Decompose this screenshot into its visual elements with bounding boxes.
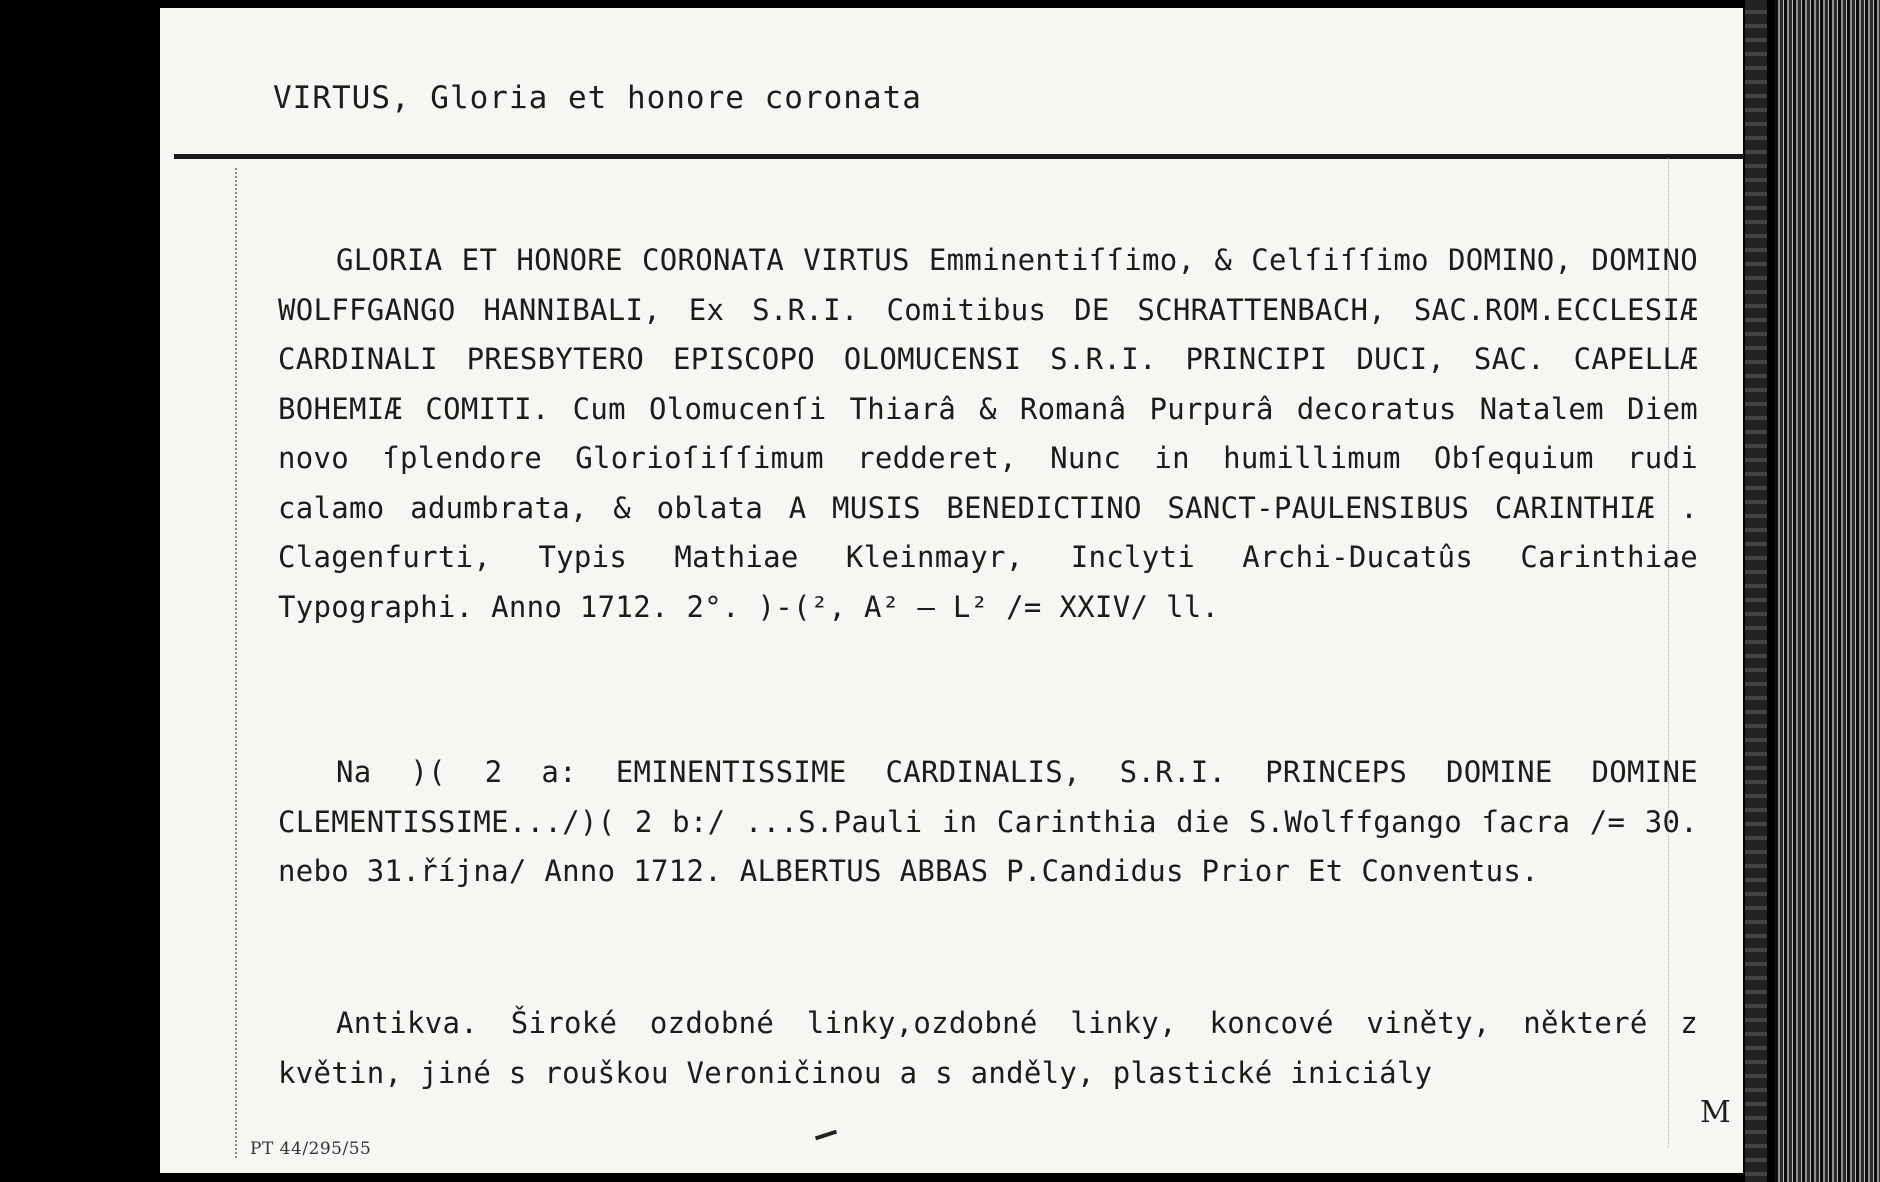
typography-note-paragraph (278, 999, 1716, 1098)
title-transcription-text: GLORIA ET HONORE CORONATA VIRTUS Emminentiſſimo, & Celſiſſimo DOMINO, DOMINO WOLFFGANGO HANNIBALI, Ex S.R.I. Comitibus DE SCHRATTENBACH, SAC.ROM.ECCLESIÆ CARDINALI PRESBYTERO EPISCOPO OLOMUCENSI S.R.I. PRINCIPI DUCI, SAC. CAPELLÆ BOHEMIÆ COMITI. Cum Olomucenſi Thiarâ & Romanâ Purpurâ decoratus Natalem Diem novo ſplendore Glorioſiſſimum redderet, Nunc in humillimum Obſequium rudi calamo adumbrata, & oblata A MUSIS BENEDICTINO SANCT-PAULENSIBUS CARINTHIÆ . Clagenfurti, Typis Mathiae Kleinmayr, Inclyti Archi-Ducatûs Carinthiae Typographi. Anno 1712. 2°. )-(², A² – L² /= XXIV/ ll. (278, 243, 1716, 624)
header-divider (174, 154, 1744, 159)
dedication-text: Na )( 2 a: EMINENTISSIME CARDINALIS, S.R.I. PRINCEPS DOMINE DOMINE CLEMENTISSIME.../)( 2 b:/ ...S.Pauli in Carinthia die S.Wolffgango ſacra /= 30. nebo 31.října/ Anno 1712. ALBERTUS ABBAS P.Candidus Prior Et Conventus. (278, 755, 1716, 888)
typography-note-text: Antikva. Široké ozdobné linky,ozdobné linky, koncové viněty, některé z květin, jiné s rouškou Veroničinou a s anděly, plastické iniciály (278, 1006, 1716, 1090)
card-header-title: VIRTUS, Gloria et honore coronata (273, 80, 922, 116)
margin-mark: M (1700, 1095, 1731, 1130)
left-margin-line (235, 168, 237, 1158)
reference-code: PT 44/295/55 (250, 1139, 372, 1159)
pen-dash-mark (815, 1130, 837, 1141)
dedication-paragraph (278, 748, 1716, 897)
catalog-card (160, 8, 1743, 1173)
title-transcription-paragraph (278, 236, 1716, 632)
film-edge-strip (1775, 0, 1880, 1182)
scan-edge-strip (1745, 0, 1767, 1182)
